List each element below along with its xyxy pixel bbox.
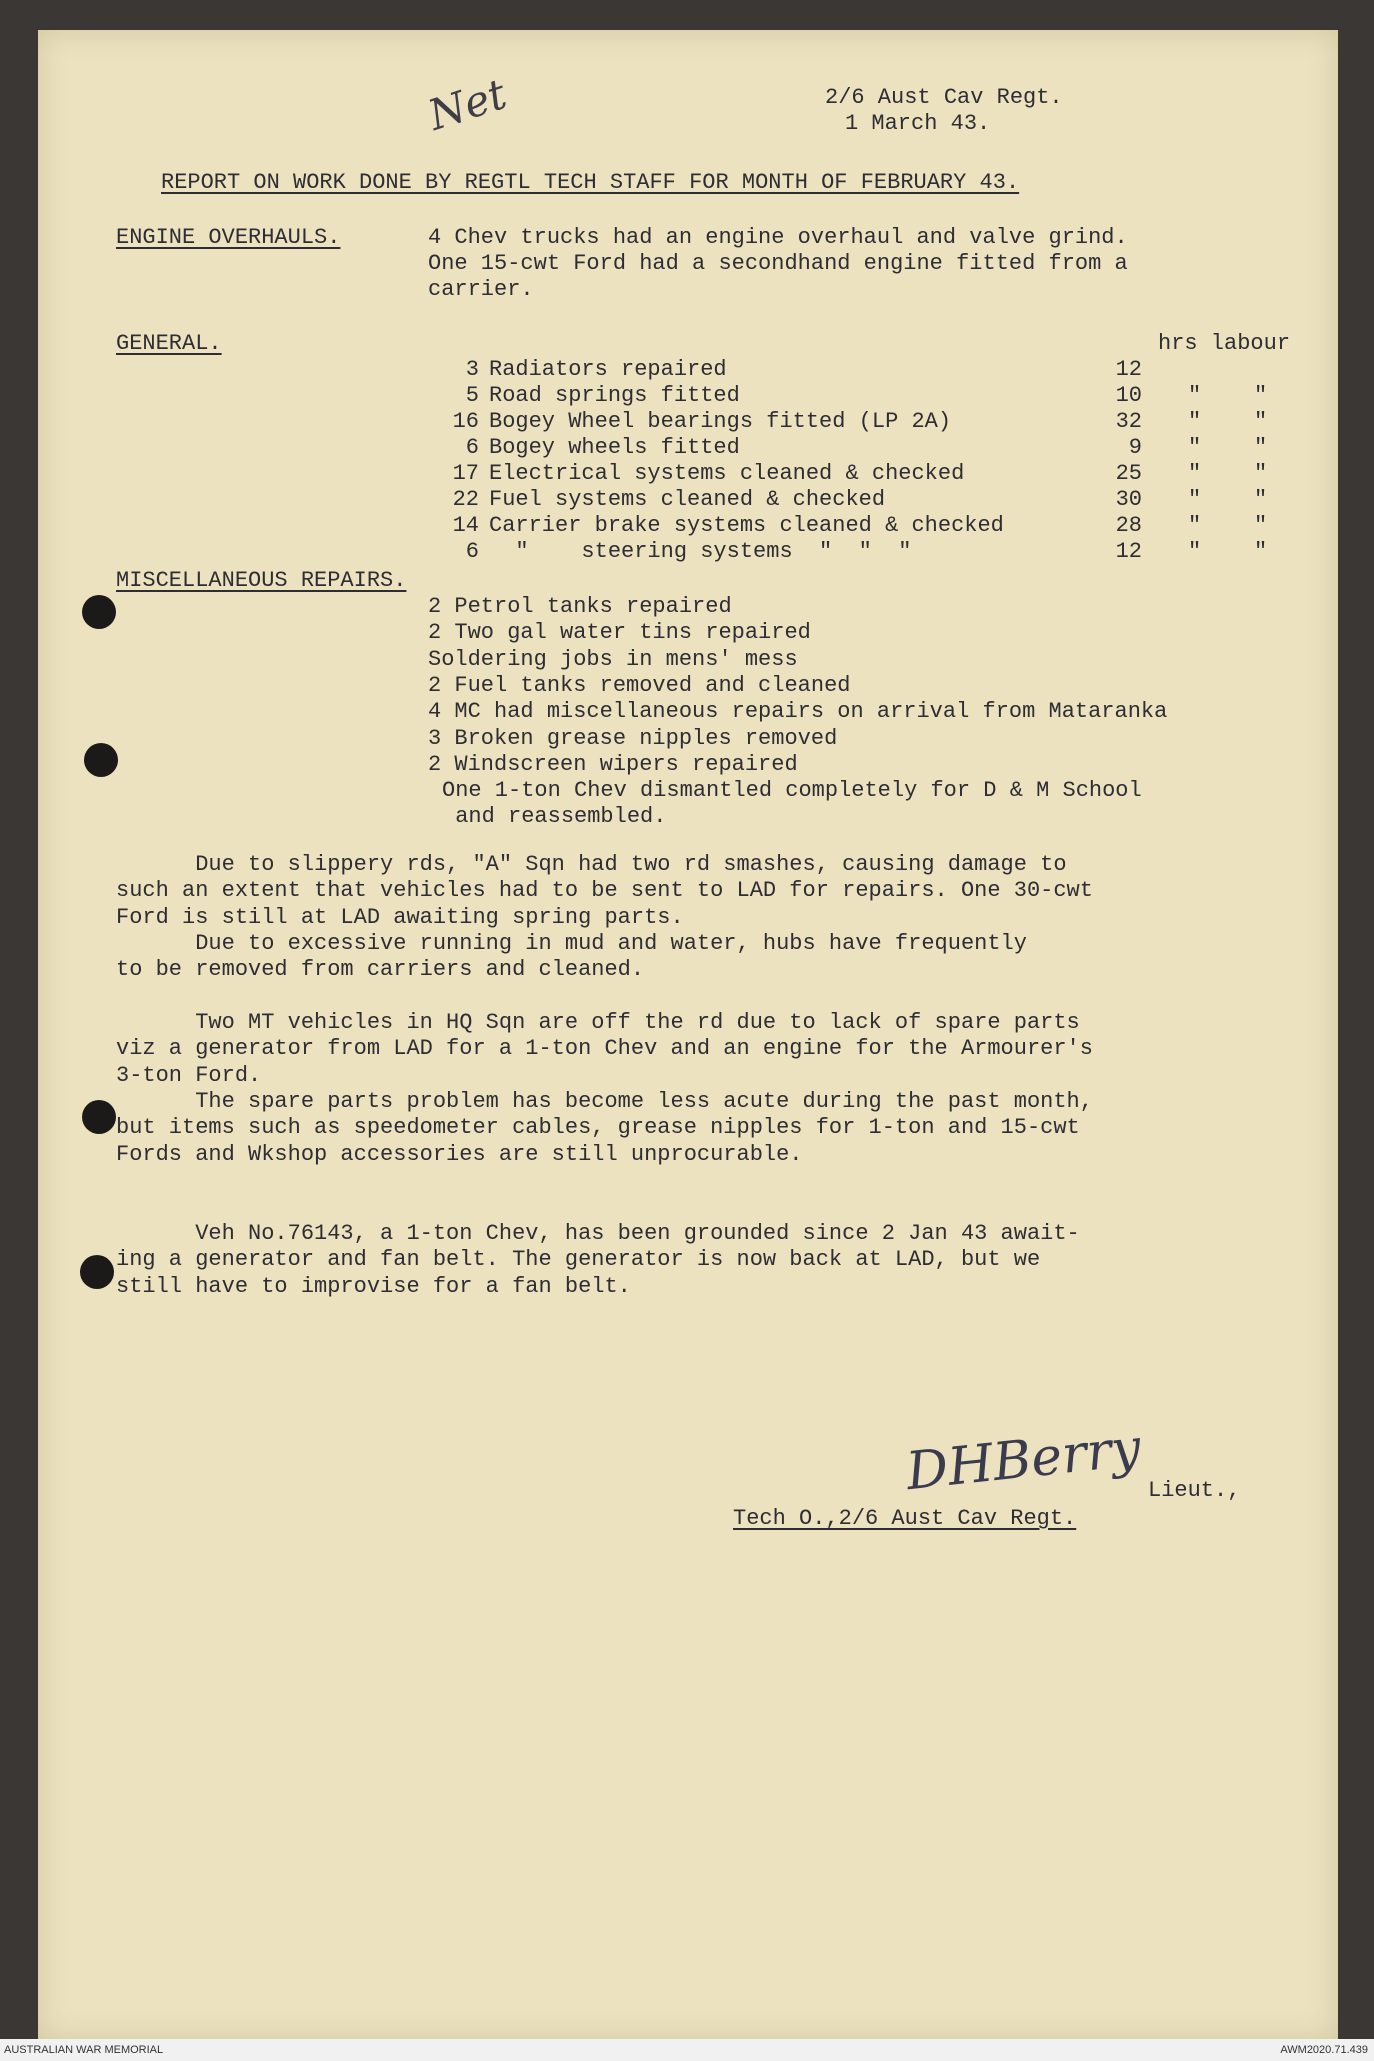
general-desc: Electrical systems cleaned & checked bbox=[489, 461, 965, 486]
general-hrs: 12 bbox=[1115, 357, 1142, 382]
misc-extra-line: and reassembled. bbox=[442, 804, 667, 830]
footer-accession: AWM2020.71.439 bbox=[1280, 2044, 1368, 2056]
paragraph-line: viz a generator from LAD for a 1-ton Chev and an engine for the Armourer's bbox=[116, 1036, 1093, 1062]
misc-line: 2 Windscreen wipers repaired bbox=[428, 751, 798, 777]
report-title: REPORT ON WORK DONE BY REGTL TECH STAFF FOR MONTH OF FEBRUARY 43. bbox=[161, 170, 1020, 195]
report-date: 1 March 43. bbox=[845, 111, 991, 136]
punch-hole bbox=[82, 1100, 116, 1134]
misc-line: 2 Two gal water tins repaired bbox=[428, 620, 811, 646]
general-desc: Bogey Wheel bearings fitted (LP 2A) bbox=[489, 409, 952, 434]
paragraph-line: Two MT vehicles in HQ Sqn are off the rd due to lack of spare parts bbox=[116, 1010, 1080, 1035]
general-qty: 16 bbox=[452, 409, 479, 434]
general-ditto: " " bbox=[1188, 539, 1268, 564]
general-hrs: 9 bbox=[1128, 435, 1142, 460]
paragraph-line: Due to slippery rds, "A" Sqn had two rd smashes, causing damage to bbox=[116, 852, 1067, 877]
misc-line: 2 Fuel tanks removed and cleaned bbox=[428, 672, 851, 698]
general-hrs: 32 bbox=[1115, 409, 1142, 434]
general-hrs: 12 bbox=[1115, 539, 1142, 564]
general-heading: GENERAL. bbox=[116, 331, 222, 356]
engine-heading: ENGINE OVERHAULS. bbox=[116, 225, 341, 250]
misc-line: 4 MC had miscellaneous repairs on arrival from Mataranka bbox=[428, 699, 1168, 725]
general-qty: 3 bbox=[465, 357, 479, 382]
paragraph-line: Veh No.76143, a 1-ton Chev, has been grounded since 2 Jan 43 await- bbox=[116, 1221, 1080, 1246]
general-qty: 6 bbox=[465, 435, 479, 460]
handwritten-signature: DHBerry bbox=[903, 1417, 1144, 1503]
misc-heading: MISCELLANEOUS REPAIRS. bbox=[116, 568, 407, 593]
misc-line: Soldering jobs in mens' mess bbox=[428, 646, 798, 672]
general-ditto: " " bbox=[1188, 383, 1268, 408]
paragraph-line: such an extent that vehicles had to be sent to LAD for repairs. One 30-cwt bbox=[116, 878, 1093, 904]
labour-header: hrs labour bbox=[1158, 331, 1291, 356]
general-hrs: 10 bbox=[1115, 383, 1142, 408]
signature-line: Tech O.,2/6 Aust Cav Regt. bbox=[733, 1506, 1077, 1531]
paragraph-line: 3-ton Ford. bbox=[116, 1062, 262, 1088]
paragraph-line: The spare parts problem has become less acute during the past month, bbox=[116, 1088, 1093, 1114]
general-desc: Bogey wheels fitted bbox=[489, 435, 740, 460]
paragraph-line: ing a generator and fan belt. The generator is now back at LAD, but we bbox=[116, 1247, 1041, 1273]
general-hrs: 30 bbox=[1115, 487, 1142, 512]
paragraph-line: Ford is still at LAD awaiting spring parts. bbox=[116, 904, 684, 930]
footer-institution: AUSTRALIAN WAR MEMORIAL bbox=[4, 2044, 164, 2056]
engine-line: One 15-cwt Ford had a secondhand engine fitted from a bbox=[428, 251, 1128, 276]
document-page bbox=[38, 30, 1338, 2040]
general-desc: Fuel systems cleaned & checked bbox=[489, 487, 886, 512]
misc-extra-line: One 1-ton Chev dismantled completely for D & M School bbox=[442, 778, 1142, 804]
paragraph-line: to be removed from carriers and cleaned. bbox=[116, 957, 645, 983]
general-hrs: 28 bbox=[1115, 513, 1142, 538]
general-desc: " steering systems " " " bbox=[489, 539, 912, 564]
general-ditto: " " bbox=[1188, 461, 1268, 486]
general-desc: Road springs fitted bbox=[489, 383, 740, 408]
engine-line: 4 Chev trucks had an engine overhaul and valve grind. bbox=[428, 225, 1128, 250]
punch-hole bbox=[82, 595, 116, 629]
general-hrs: 25 bbox=[1115, 461, 1142, 486]
general-desc: Radiators repaired bbox=[489, 357, 727, 382]
engine-line: carrier. bbox=[428, 277, 534, 302]
general-desc: Carrier brake systems cleaned & checked bbox=[489, 513, 1004, 538]
paragraph-line: Due to excessive running in mud and water, hubs have frequently bbox=[116, 931, 1027, 956]
general-qty: 14 bbox=[452, 513, 479, 538]
punch-hole bbox=[80, 1255, 114, 1289]
general-ditto: " " bbox=[1188, 435, 1268, 460]
misc-line: 3 Broken grease nipples removed bbox=[428, 725, 838, 751]
misc-line: 2 Petrol tanks repaired bbox=[428, 594, 732, 619]
paragraph-line: Fords and Wkshop accessories are still unprocurable. bbox=[116, 1141, 803, 1167]
paragraph-line: but items such as speedometer cables, grease nipples for 1-ton and 15-cwt bbox=[116, 1115, 1080, 1141]
archive-footer bbox=[0, 2039, 1374, 2061]
general-ditto: " " bbox=[1188, 513, 1268, 538]
general-ditto: " " bbox=[1188, 487, 1268, 512]
general-qty: 22 bbox=[452, 487, 479, 512]
general-ditto: " " bbox=[1188, 409, 1268, 434]
general-qty: 5 bbox=[465, 383, 479, 408]
signature-rank: Lieut., bbox=[1148, 1478, 1241, 1503]
general-qty: 17 bbox=[452, 461, 479, 486]
general-qty: 6 bbox=[465, 539, 479, 564]
handwritten-initials: Net bbox=[422, 69, 513, 140]
punch-hole bbox=[84, 743, 118, 777]
paragraph-line: still have to improvise for a fan belt. bbox=[116, 1273, 631, 1299]
unit-name: 2/6 Aust Cav Regt. bbox=[825, 85, 1063, 110]
